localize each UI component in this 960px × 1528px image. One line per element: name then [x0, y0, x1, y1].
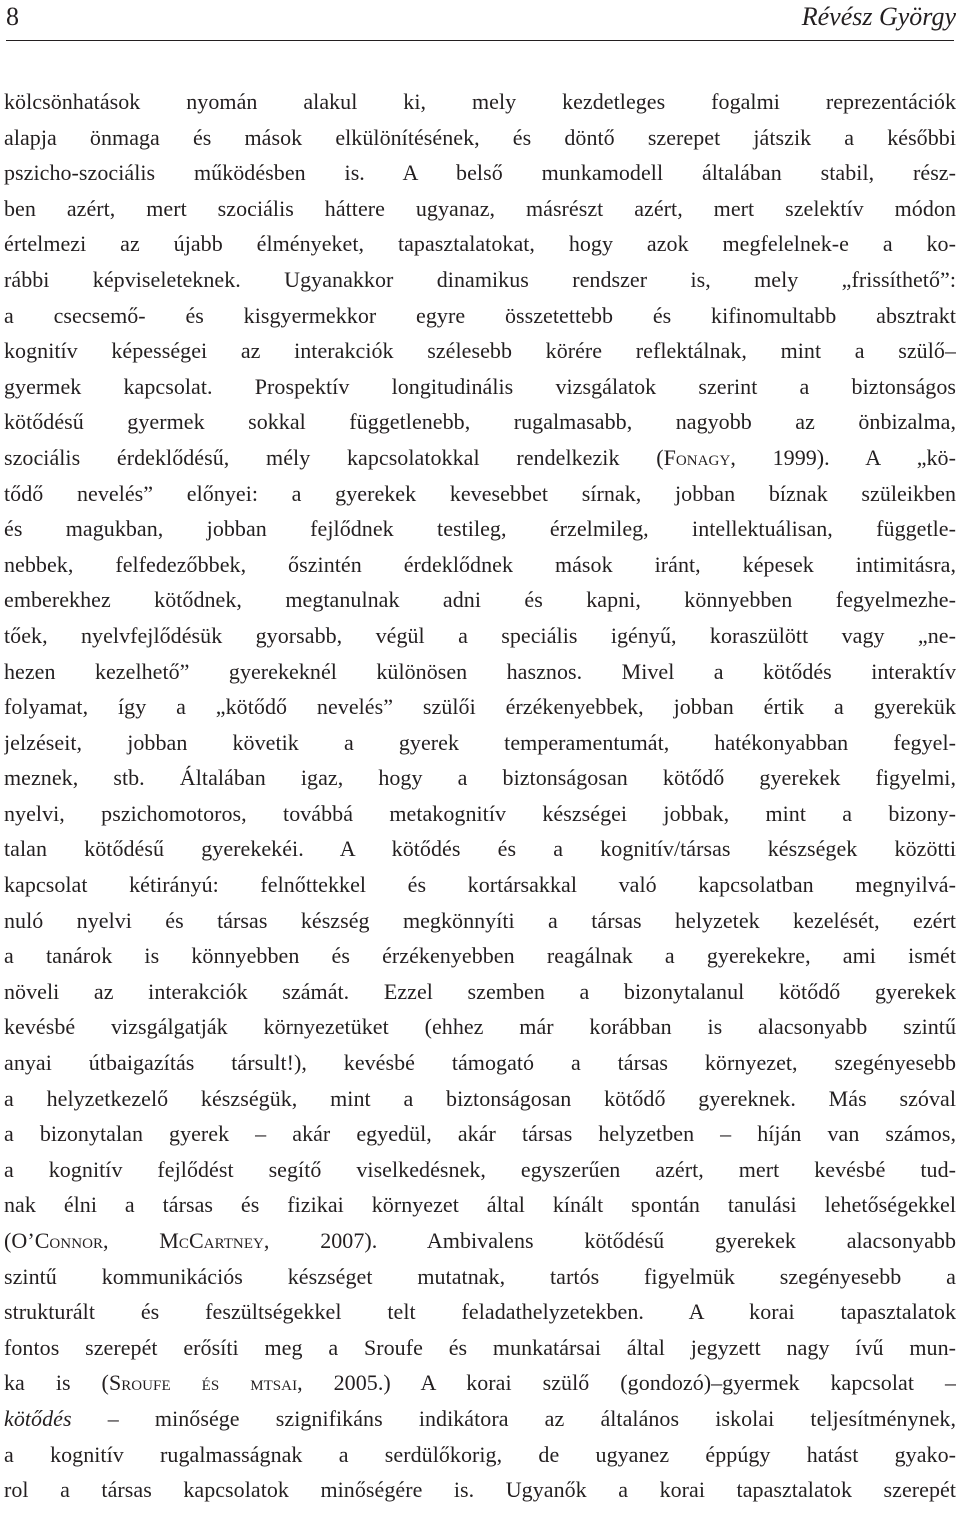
text-line: nak élni a társas és fizikai környezet által kínált spontán tanulási lehetőségekkel: [4, 1192, 956, 1218]
header-divider: [6, 40, 954, 41]
text-line: növeli az interakciók számát. Ezzel szemben a bizonytalanul kötődő gyerekek: [4, 978, 956, 1004]
text-line: pszicho-szociális működésben is. A belső munkamodell általában stabil, rész-: [4, 160, 956, 186]
text-line: a kognitív fejlődést segítő viselkedésnek, egyszerűen azért, mert kevésbé tud-: [4, 1156, 956, 1182]
text-line: kognitív képességei az interakciók szélesebb körére reflektálnak, mint a szülő–: [4, 338, 956, 364]
text-line: jelzéseit, jobban követik a gyerek temperamentumát, hatékonyabban fegyel-: [4, 729, 956, 755]
citation-author: Sroufe és mtsai: [108, 1370, 298, 1396]
text-line-with-citation: [4, 1365, 956, 1401]
text-line: és magukban, jobban fejlődnek testileg, érzelmileg, intellektuálisan, függetle-: [4, 516, 956, 542]
text-line: meznek, stb. Általában igaz, hogy a biztonságosan kötődő gyerekek figyelmi,: [4, 765, 956, 791]
text-segment: , 2005.) A korai szülő (gondozó)–gyermek kapcsolat –: [297, 1370, 956, 1396]
text-line: rol a társas kapcsolatok minőségére is. Ugyanők a korai tapasztalatok szerepét: [4, 1477, 956, 1503]
text-line: a csecsemő- és kisgyermekkor egyre összetettebb és kifinomultabb absztrakt: [4, 302, 956, 328]
text-line: rábbi képviseleteknek. Ugyanakkor dinamikus rendszer is, mely „frissíthető”:: [4, 266, 956, 292]
text-segment: ka is (: [4, 1370, 109, 1396]
page-number: 8: [6, 2, 19, 31]
text-line: a helyzetkezelő készségük, mint a biztonságosan kötődő gyereknek. Más szóval: [4, 1085, 956, 1111]
text-line: folyamat, így a „kötődő nevelés” szülői érzékenyebbek, jobban értik a gyerekük: [4, 694, 956, 720]
text-line: talan kötődésű gyerekekéi. A kötődés és a kognitív/társas készségek közötti: [4, 836, 956, 862]
text-line: alapja önmaga és mások elkülönítésének, és döntő szerepet játszik a későbbi: [4, 124, 956, 150]
citation-author: Fonagy: [663, 444, 731, 470]
text-segment: (: [4, 1228, 12, 1253]
text-line: nyelvi, pszichomotoros, továbbá metakognitív készségei jobbak, mint a bizony-: [4, 800, 956, 826]
text-line: anyai útbaigazítás társult!), kevésbé támogató a társas környezet, szegényesebb: [4, 1050, 956, 1076]
text-line: kapcsolat kétirányú: felnőttekkel és kortársakkal való kapcsolatban megnyilvá-: [4, 872, 956, 898]
text-line: nebbek, felfedezőbbek, őszintén érdeklődnek mások iránt, képesek intimitásra,: [4, 551, 956, 577]
text-segment: , 1999). A „kö-: [730, 444, 956, 470]
text-line: a tanárok is könnyebben és érzékenyebben reagálnak a gyerekekre, ami ismét: [4, 943, 956, 969]
text-line: emberekhez kötődnek, megtanulnak adni és kapni, könnyebben fegyelmezhe-: [4, 587, 956, 613]
text-line: kevésbé vizsgálgatják környezetüket (ehhez már korábban is alacsonyabb szintű: [4, 1014, 956, 1040]
text-line: szintű kommunikációs készséget mutatnak, tartós figyelmük szegényesebb a: [4, 1263, 956, 1289]
text-line-with-emphasis: [4, 1401, 956, 1437]
citation-author: McCartney: [159, 1228, 264, 1253]
text-line: tőek, nyelvfejlődésük gyorsabb, végül a speciális igényű, koraszülött vagy „ne-: [4, 622, 956, 648]
text-segment: – minősége szignifikáns indikátora az általános iskolai teljesítménynek,: [71, 1405, 956, 1431]
text-line: értelmezi az újabb élményeket, tapasztalatokat, hogy azok megfelelnek-e a ko-: [4, 231, 956, 257]
text-line: fontos szerepét erősíti meg a Sroufe és munkatársai által jegyzett nagy ívű mun-: [4, 1334, 956, 1360]
text-line: kötődésű gyermek sokkal függetlenebb, rugalmasabb, nagyobb az önbizalma,: [4, 409, 956, 435]
text-line: a kognitív rugalmasságnak a serdülőkorig, de ugyanez éppúgy hatást gyako-: [4, 1441, 956, 1467]
text-line: hezen kezelhető” gyerekeknél különösen hasznos. Mivel a kötődés interaktív: [4, 658, 956, 684]
text-line: nuló nyelvi és társas készség megkönnyíti a társas helyzetek kezelését, ezért: [4, 907, 956, 933]
text-line: tődő nevelés” előnyei: a gyerekek kevesebbet sírnak, jobban bíznak szüleikben: [4, 480, 956, 506]
text-line: a bizonytalan gyerek – akár egyedül, akár társas helyzetben – híján van számos,: [4, 1121, 956, 1147]
text-line-with-citation: [4, 440, 956, 476]
text-line: ben azért, mert szociális háttere ugyanaz, másrészt azért, mert szelektív módon: [4, 195, 956, 221]
page-header: [0, 0, 960, 40]
text-line: strukturált és feszültségekkel telt feladathelyzetekben. A korai tapasztalatok: [4, 1299, 956, 1325]
running-head: Révész György: [801, 2, 956, 31]
citation-author: O’Connor: [11, 1228, 104, 1253]
text-line: gyermek kapcsolat. Prospektív longitudinális vizsgálatok szerint a biztonságos: [4, 373, 956, 399]
body-text: [4, 84, 956, 1508]
emphasized-term: kötődés: [4, 1405, 72, 1431]
text-segment: , 2007). Ambivalens kötődésű gyerekek alacsonyabb: [263, 1228, 956, 1253]
text-segment: ,: [103, 1228, 160, 1253]
text-line-with-citation: [4, 1223, 956, 1259]
text-segment: szociális érdeklődésű, mély kapcsolatokkal rendelkezik (: [4, 444, 664, 470]
text-line: kölcsönhatások nyomán alakul ki, mely kezdetleges fogalmi reprezentációk: [4, 89, 956, 114]
